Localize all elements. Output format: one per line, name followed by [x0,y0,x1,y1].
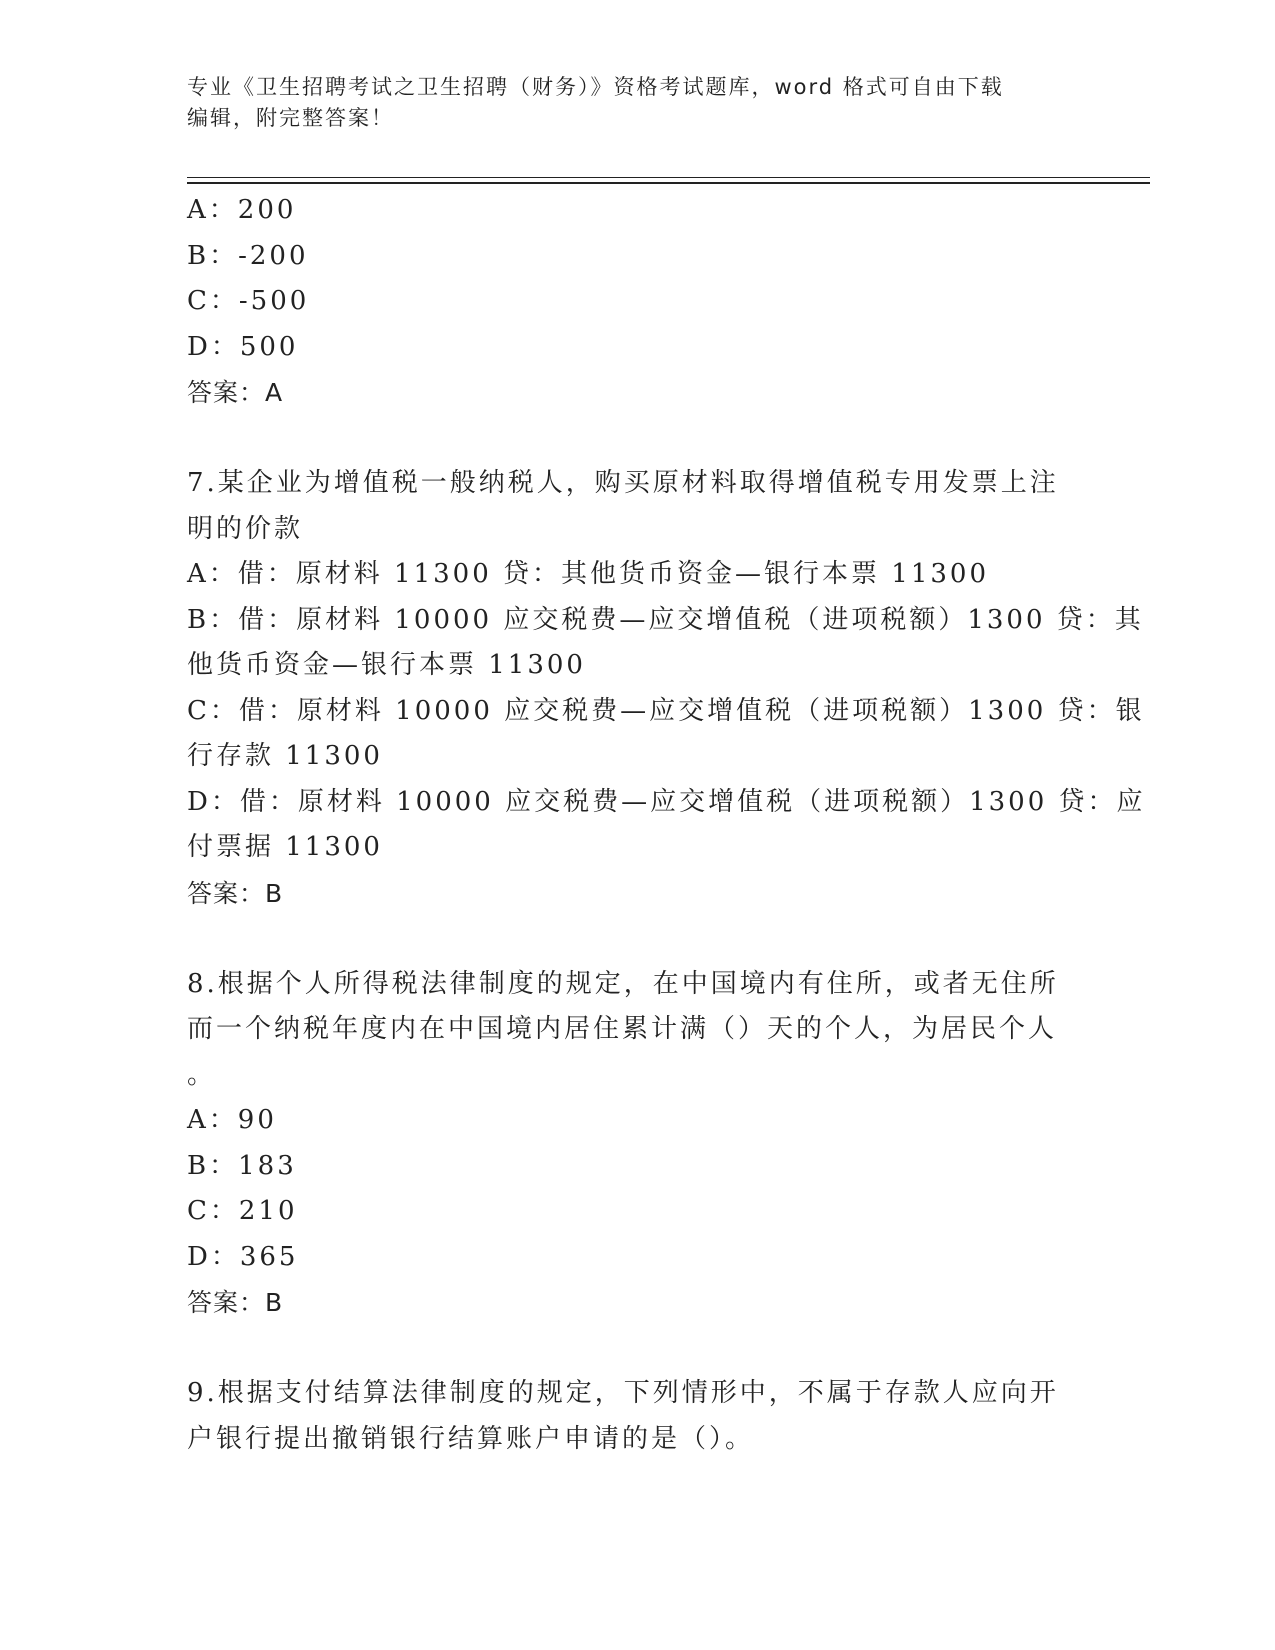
question-7-text-line-1: 7.某企业为增值税一般纳税人，购买原材料取得增值税专用发票上注 [187,468,1059,498]
option-a: A：200 [187,195,297,225]
question-7 [187,461,1146,916]
option-d: D：借：原材料 10000 应交税费—应交增值税（进项税额）1300 贷：应 [187,786,1146,817]
header-line-1: 专业《卫生招聘考试之卫生招聘（财务）》资格考试题库，word 格式可自由下载 [187,75,1004,99]
option-d-continued: 付票据 11300 [187,832,383,862]
question-9-text-line-1: 9.根据支付结算法律制度的规定，下列情形中，不属于存款人应向开 [187,1378,1059,1408]
header-line-2: 编辑，附完整答案！ [187,106,394,130]
question-6-options [187,188,1077,370]
question-content [187,188,1146,1462]
question-9 [187,1371,1077,1462]
spacer [187,1326,1077,1372]
spacer [187,916,1077,962]
document-header [187,72,1067,134]
option-b-continued: 他货币资金—银行本票 11300 [187,650,586,680]
option-c-continued: 行存款 11300 [187,741,383,771]
question-8-answer: 答案：B [187,1288,284,1317]
question-7-text-line-2: 明的价款 [187,513,304,544]
option-a: A：90 [187,1105,277,1135]
option-c: C：-500 [187,286,310,316]
option-d: D：365 [187,1241,299,1272]
option-c: C：借：原材料 10000 应交税费—应交增值税（进项税额）1300 贷：银 [187,695,1145,726]
option-d: D：500 [187,331,299,362]
header-divider-thick [187,182,1150,184]
spacer [187,416,1077,462]
question-8-text-line-1: 8.根据个人所得税法律制度的规定，在中国境内有住所，或者无住所 [187,968,1059,999]
question-9-text-line-2: 户银行提出撤销银行结算账户申请的是（）。 [187,1423,755,1454]
option-b: B：-200 [187,240,309,271]
option-b: B：183 [187,1150,297,1181]
option-c: C：210 [187,1196,298,1226]
question-8-text-line-2: 而一个纳税年度内在中国境内居住累计满（）天的个人，为居民个人 [187,1014,1058,1044]
header-divider-thin [187,177,1150,178]
option-a: A：借：原材料 11300 贷：其他货币资金—银行本票 11300 [187,559,989,589]
question-6-answer: 答案：A [187,378,284,407]
question-8-text-line-3: 。 [187,1059,217,1090]
question-7-answer: 答案：B [187,878,284,908]
option-b: B：借：原材料 10000 应交税费—应交增值税（进项税额）1300 贷：其 [187,604,1144,635]
question-8 [187,962,1077,1326]
